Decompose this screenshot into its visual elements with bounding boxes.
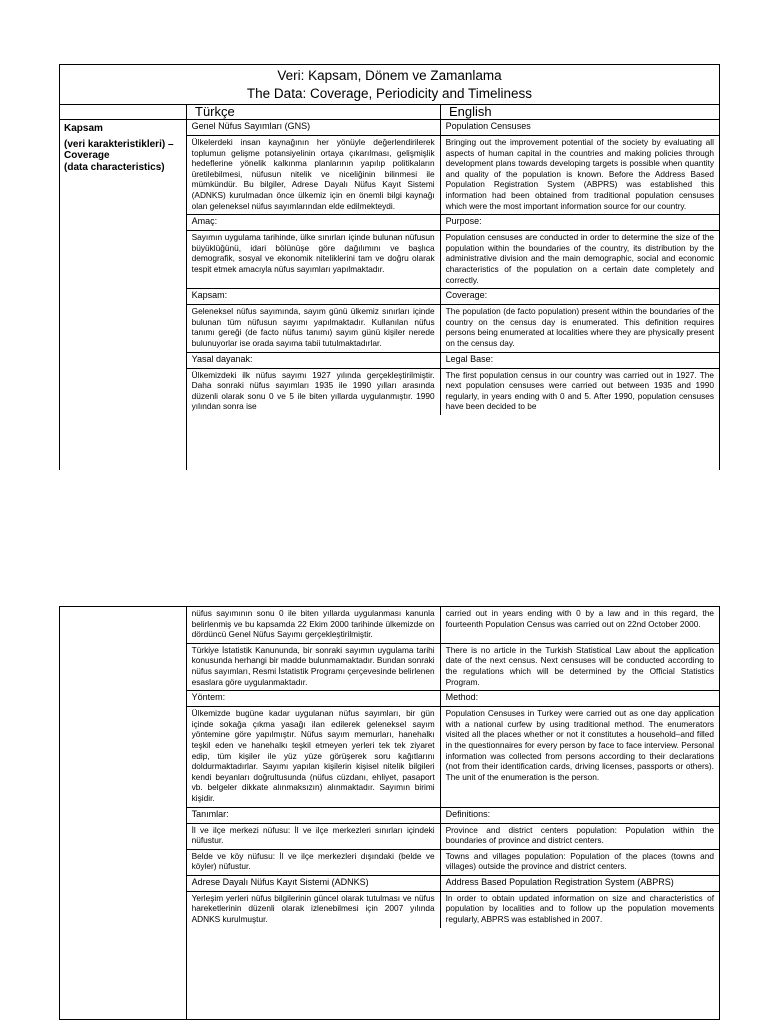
turkish-text: Kapsam: — [187, 289, 441, 304]
table-row — [187, 691, 719, 707]
table-row — [187, 353, 719, 369]
content-grid-2 — [60, 607, 719, 1019]
table-row — [187, 850, 719, 876]
header-blank — [60, 105, 187, 119]
row-label-blank — [60, 607, 187, 1019]
title-english: The Data: Coverage, Periodicity and Timeliness — [246, 85, 533, 101]
turkish-text: Yöntem: — [187, 691, 441, 706]
table-title — [60, 65, 719, 105]
turkish-text: Belde ve köy nüfusu: İl ve ilçe merkezleri dışındaki (belde ve köyler) nüfustur. — [187, 850, 441, 875]
turkish-text: Ülkelerdeki insan kaynağının her yönüyle değerlendirilerek toplumun gelişme potansiyelinin ortaya çıkarılması, gelişmişlik hedeflerine yönelik kalkınma planlarının yapılıp politikaların üretilebilmesi, nüfusun nitelik ve niceliğinin bilinmesi ile mümkündür. Bu bilgiler, Adrese Dayalı Nüfus Kayıt Sistemi (ADNKS) kurulmadan önce ülkemiz için en önemli bilgi kaynağı olan geleneksel nüfus sayımlarından elde edilmekteydi. — [187, 136, 441, 214]
english-text: Population censuses are conducted in order to determine the size of the population within the boundaries of the country, its distribution by the administrative division and the main demographic, social and economic characteristics of the population on a certain date completely and correctly. — [445, 232, 714, 285]
english-text: Population Censuses — [445, 121, 531, 131]
turkish-text: Yerleşim yerleri nüfus bilgilerinin güncel olarak tutulması ve nüfus hareketlerinin düzenli olarak izlenebilmesi için 2007 yılında ADNKS kurulmuştur. — [187, 892, 441, 928]
english-text: Population Censuses in Turkey were carried out as one day application with a national curfew by using traditional method. The enumerators visited all the places whether or not it constitutes a household–and filled in the questionnaires for every person by face to face interview. Personal information was collected from persons according to their declarations (not from their identification cards, driving licenses, passports or others). The unit of the enumeration is the person. — [445, 708, 714, 782]
label-line2: (veri karakteristikleri) – Coverage — [64, 138, 174, 161]
english-text: The population (de facto population) present within the boundaries of the country on the census day is enumerated. This definition requires persons being enumerated at localities where they are physically present on the census day. — [445, 306, 714, 348]
table-row — [187, 707, 719, 807]
english-text: In order to obtain updated information on size and characteristics of population by localities and to follow up the population movements regularly, ABPRS was established in 2007. — [445, 892, 714, 925]
table-row — [187, 215, 719, 231]
table-row — [187, 231, 719, 289]
turkish-text: nüfus sayımının sonu 0 ile biten yıllarda uygulanması kanunla belirlenmiş ve bu kapsamda 22 Ekim 2000 tarihinde ülkemizde on dördüncü Genel Nüfus Sayımı gerçekleştirilmiştir. — [187, 607, 441, 643]
english-text: carried out in years ending with 0 by a law and in this regard, the fourteenth Population Census was carried out on 22nd October 2000. — [445, 608, 714, 629]
turkish-text: Ülkemizdeki ilk nüfus sayımı 1927 yılında gerçekleştirilmiştir. Daha sonraki nüfus sayımları 1935 ile 1990 yılları arasında düzenli olarak sonu 0 ve 5 ile biten yıllarda uygulanmıştır. 1990 yılından sonra ise — [187, 369, 441, 415]
turkish-text: Ülkemizde bugüne kadar uygulanan nüfus sayımları, bir gün içinde sokağa çıkma yasağı ilan edilerek geleneksel sayım yöntemine göre yapılmıştır. Nüfus sayım memurları, hanehalkı teşkil eden ve hanehalkı teşkil etmeyen yerleri tek tek ziyaret edip, tüm kişiler ile yüz yüze görüşerek soru kağıtlarını doldurmaktadırlar. Sayımı yapılan kişilerin kişisel nitelik bilgileri kendi beyanları doğrultusunda (nüfus cüzdanı, ehliyet, pasaport vb. belgeler dikkate alınmaksızın) alınmaktadır. Sayımın birimi kişidir. — [187, 707, 441, 806]
turkish-text: Amaç: — [187, 215, 441, 230]
label-line3: (data characteristics) — [64, 161, 165, 173]
english-text: Coverage: — [445, 290, 488, 301]
table-row — [187, 305, 719, 352]
label-kapsam: Kapsam — [64, 123, 103, 134]
english-text: Purpose: — [445, 216, 482, 227]
english-text: Address Based Population Registration System (ABPRS) — [445, 876, 674, 887]
table-row — [187, 369, 719, 415]
english-text: Legal Base: — [445, 353, 494, 364]
table-row — [187, 120, 719, 136]
coverage-table-part2 — [59, 606, 720, 1020]
rows-container — [187, 120, 719, 470]
turkish-text: Adrese Dayalı Nüfus Kayıt Sistemi (ADNKS) — [187, 876, 441, 891]
rows-container-2 — [187, 607, 719, 1019]
turkish-text: Yasal dayanak: — [187, 353, 441, 368]
table-row — [187, 824, 719, 850]
table-row — [187, 289, 719, 305]
header-english: English — [449, 104, 492, 119]
table-row — [187, 892, 719, 928]
english-text: Towns and villages population: Population of the places (towns and villages) outside the province and district centers. — [445, 850, 714, 872]
table-row — [187, 644, 719, 691]
turkish-text: Sayımın uygulama tarihinde, ülke sınırları içinde bulunan nüfusun büyüklüğünü, idari bölünüşe göre dağılımını ve başlıca demografik, sosyal ve ekonomik niteliklerini tam ve doğru olarak tespit etmek amacıyla nüfus sayımları yapılmaktadır. — [187, 231, 441, 288]
turkish-text: Geleneksel nüfus sayımında, sayım günü ülkemiz sınırları içinde bulunan tüm nüfusun sayımı yapılmaktadır. Kullanılan nüfus tanımı gereği (de facto nüfus tanımı) sayım günü kişiler nerede bulunuyorlar ise orada sayıma tabii tutulmaktadırlar. — [187, 305, 441, 351]
content-grid — [60, 120, 719, 470]
turkish-text: Genel Nüfus Sayımları (GNS) — [187, 120, 441, 135]
english-text: There is no article in the Turkish Statistical Law about the application date of the next census. Next censuses will be conducted according to the regulations which will be determined by the Official Statistics Program. — [445, 644, 714, 687]
english-text: Province and district centers population: Population within the boundaries of province and district centers. — [445, 824, 714, 846]
label-characteristics — [64, 139, 182, 174]
english-text: Method: — [445, 692, 479, 703]
coverage-table-part1 — [59, 64, 720, 470]
english-text: Definitions: — [445, 808, 491, 819]
column-headers — [60, 105, 719, 120]
table-row — [187, 136, 719, 215]
table-row — [187, 607, 719, 644]
turkish-text: İl ve ilçe merkezi nüfusu: İl ve ilçe merkezleri sınırları içindeki nüfustur. — [187, 824, 441, 849]
header-turkish: Türkçe — [187, 105, 441, 119]
table-row — [187, 808, 719, 824]
table-row — [187, 876, 719, 892]
turkish-text: Türkiye İstatistik Kanununda, bir sonraki sayımın uygulama tarihi konusunda herhangi bir madde bulunmamaktadır. Bundan sonraki nüfus sayımları, Resmi İstatistik Programı çerçevesinde belirlenen esaslara göre uygulanmaktadır. — [187, 644, 441, 690]
row-label — [60, 120, 187, 470]
english-text: Bringing out the improvement potential of the society by evaluating all aspects of human capital in the countries and making policies through development plans towards developing targets is possible when quantity and quality of the population is known. Before the Address Based Population Registration System (ABPRS) was established this information had been obtained from traditional population censuses which were the most important information source for our country. — [445, 137, 714, 211]
turkish-text: Tanımlar: — [187, 808, 441, 823]
english-text: The first population census in our country was carried out in 1927. The next population censuses were carried out between 1935 and 1990 regularly, in years ending with 0 and 5. After 1990, population censuses have been decided to be — [445, 369, 714, 412]
title-turkish: Veri: Kapsam, Dönem ve Zamanlama — [277, 68, 502, 83]
